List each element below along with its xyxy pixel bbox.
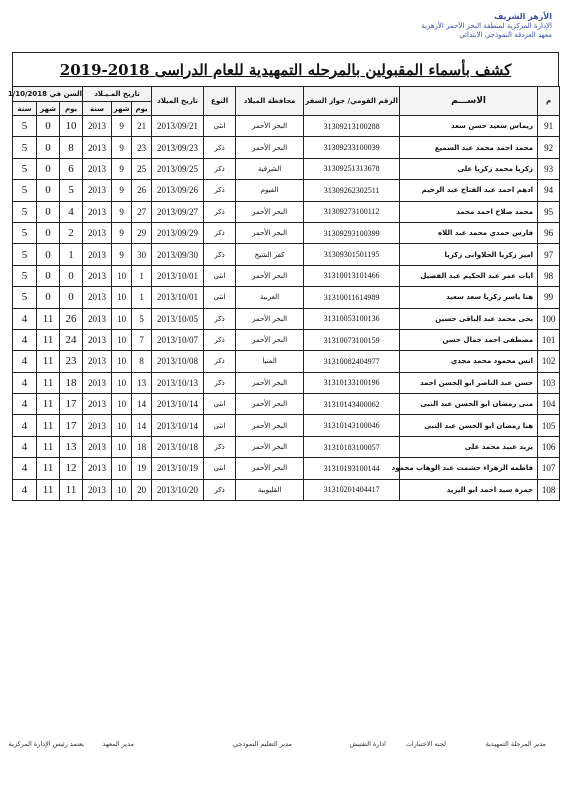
table-row [13,265,560,286]
table-row [13,415,560,436]
cell-birth-date: 2013/10/01 [152,287,204,308]
cell-birth-month: 10 [112,394,132,415]
cell-serial: 97 [538,244,560,265]
cell-birth-date: 2013/10/01 [152,265,204,286]
cell-serial: 99 [538,287,560,308]
cell-birth-year: 2013 [83,372,112,393]
cell-age-month: 11 [37,394,60,415]
cell-age-year: 4 [13,479,37,500]
cell-age-month: 11 [37,308,60,329]
cell-gender: انثى [204,415,236,436]
cell-birth-day: 26 [132,180,152,201]
cell-governorate: البحر الأحمر [236,372,304,393]
cell-governorate: البحر الأحمر [236,436,304,457]
cell-age-day: 10 [60,116,83,137]
cell-name: محمد صلاح احمد محمد [400,201,538,222]
cell-serial: 106 [538,436,560,457]
signature-model-education-director: مدير التعليم النموذجي [233,740,292,748]
cell-serial: 92 [538,137,560,158]
cell-name: يزيد عبيد محمد على [400,436,538,457]
cell-governorate: كفر الشيخ [236,244,304,265]
cell-birth-year: 2013 [83,351,112,372]
cell-gender: ذكر [204,158,236,179]
cell-birth-year: 2013 [83,222,112,243]
table-row [13,329,560,350]
cell-birth-day: 8 [132,351,152,372]
col-birth-group: تاريخ المـيـلاد [83,87,152,102]
cell-birth-date: 2013/10/05 [152,308,204,329]
cell-id: 31310073100159 [304,329,400,350]
cell-birth-date: 2013/09/23 [152,137,204,158]
cell-age-month: 0 [37,244,60,265]
cell-birth-year: 2013 [83,287,112,308]
signature-central-admin-head: يعتمد رئيس الإدارة المركزية [8,740,84,748]
cell-name: فاطمه الزهراء حشمت عبد الوهاب محمود [400,458,538,479]
cell-birth-day: 14 [132,415,152,436]
cell-age-day: 0 [60,287,83,308]
students-table [7,86,560,501]
cell-serial: 105 [538,415,560,436]
cell-gender: انثى [204,265,236,286]
cell-serial: 94 [538,180,560,201]
cell-birth-date: 2013/09/21 [152,116,204,137]
col-serial: م [538,87,560,116]
cell-age-month: 11 [37,351,60,372]
cell-gender: ذكر [204,329,236,350]
col-birth-year: سنة [83,102,112,116]
cell-id: 31310201404417 [304,479,400,500]
cell-serial: 98 [538,265,560,286]
cell-age-year: 5 [13,244,37,265]
col-birth-date: تاريخ الميلاد [152,87,204,116]
cell-governorate: البحر الأحمر [236,458,304,479]
cell-id: 31309301501195 [304,244,400,265]
cell-birth-date: 2013/10/19 [152,458,204,479]
cell-birth-month: 10 [112,265,132,286]
cell-age-day: 18 [60,372,83,393]
cell-name: فارس حمدي محمد عبد اللاه [400,222,538,243]
cell-serial: 96 [538,222,560,243]
cell-name: امير زكريا الحلاوانى زكريا [400,244,538,265]
cell-birth-day: 30 [132,244,152,265]
table-body [13,116,560,501]
cell-age-month: 0 [37,201,60,222]
col-age-year: سنة [13,102,37,116]
table-row [13,351,560,372]
cell-governorate: البحر الأحمر [236,415,304,436]
cell-age-day: 12 [60,458,83,479]
letterhead [312,12,552,41]
cell-governorate: البحر الأحمر [236,329,304,350]
cell-birth-month: 9 [112,180,132,201]
cell-gender: ذكر [204,436,236,457]
cell-birth-month: 9 [112,244,132,265]
cell-name: زكريا محمد زكريا على [400,158,538,179]
cell-birth-date: 2013/10/13 [152,372,204,393]
cell-id: 31310133100196 [304,372,400,393]
col-gender: النوع [204,87,236,116]
cell-birth-day: 1 [132,287,152,308]
cell-age-year: 5 [13,158,37,179]
cell-birth-year: 2013 [83,116,112,137]
cell-governorate: البحر الأحمر [236,116,304,137]
cell-id: 31310183100057 [304,436,400,457]
cell-birth-day: 14 [132,394,152,415]
cell-gender: انثى [204,116,236,137]
cell-birth-year: 2013 [83,158,112,179]
cell-age-year: 4 [13,394,37,415]
cell-birth-day: 29 [132,222,152,243]
table-row [13,458,560,479]
cell-birth-day: 7 [132,329,152,350]
cell-birth-date: 2013/09/30 [152,244,204,265]
cell-serial: 95 [538,201,560,222]
cell-birth-day: 5 [132,308,152,329]
cell-age-year: 5 [13,201,37,222]
cell-birth-month: 10 [112,436,132,457]
cell-birth-day: 23 [132,137,152,158]
cell-birth-date: 2013/09/25 [152,158,204,179]
cell-age-day: 17 [60,415,83,436]
cell-age-month: 0 [37,180,60,201]
cell-birth-day: 27 [132,201,152,222]
cell-age-day: 11 [60,479,83,500]
table-row [13,201,560,222]
cell-birth-day: 1 [132,265,152,286]
cell-governorate: البحر الأحمر [236,222,304,243]
cell-age-month: 11 [37,436,60,457]
cell-birth-date: 2013/09/26 [152,180,204,201]
letterhead-line-1: الأزهر الشريف [493,12,552,21]
table-row [13,158,560,179]
cell-age-day: 0 [60,265,83,286]
cell-birth-date: 2013/10/14 [152,415,204,436]
cell-age-year: 4 [13,372,37,393]
cell-birth-year: 2013 [83,265,112,286]
cell-governorate: البحر الأحمر [236,137,304,158]
col-name: الاســـم [400,87,538,116]
cell-gender: انثى [204,394,236,415]
cell-gender: ذكر [204,201,236,222]
cell-age-month: 11 [37,458,60,479]
cell-id: 31310053100136 [304,308,400,329]
cell-age-month: 11 [37,479,60,500]
cell-gender: ذكر [204,372,236,393]
cell-serial: 107 [538,458,560,479]
cell-birth-day: 18 [132,436,152,457]
cell-serial: 100 [538,308,560,329]
cell-age-day: 24 [60,329,83,350]
cell-id: 31309233100039 [304,137,400,158]
cell-age-month: 11 [37,372,60,393]
cell-gender: ذكر [204,351,236,372]
cell-birth-year: 2013 [83,436,112,457]
cell-id: 31310143400062 [304,394,400,415]
cell-birth-year: 2013 [83,137,112,158]
cell-birth-month: 9 [112,116,132,137]
cell-age-year: 5 [13,265,37,286]
cell-serial: 101 [538,329,560,350]
cell-age-day: 1 [60,244,83,265]
cell-birth-date: 2013/10/07 [152,329,204,350]
cell-birth-day: 13 [132,372,152,393]
cell-age-day: 26 [60,308,83,329]
cell-age-month: 0 [37,116,60,137]
cell-gender: انثى [204,287,236,308]
cell-birth-date: 2013/09/29 [152,222,204,243]
cell-age-day: 5 [60,180,83,201]
cell-birth-day: 20 [132,479,152,500]
table-row [13,308,560,329]
col-birth-day: يوم [132,102,152,116]
col-age-day: يوم [60,102,83,116]
cell-governorate: المنيا [236,351,304,372]
cell-age-day: 13 [60,436,83,457]
col-birth-month: شهر [112,102,132,116]
cell-id: 31310143100046 [304,415,400,436]
cell-birth-month: 10 [112,458,132,479]
cell-governorate: الفيوم [236,180,304,201]
cell-governorate: القليوبية [236,479,304,500]
cell-birth-day: 19 [132,458,152,479]
cell-age-year: 5 [13,222,37,243]
cell-birth-month: 9 [112,158,132,179]
cell-birth-year: 2013 [83,201,112,222]
table-row [13,222,560,243]
cell-id: 31309293100399 [304,222,400,243]
cell-serial: 103 [538,372,560,393]
cell-governorate: الشرقية [236,158,304,179]
signature-stage-director: مدير المرحلة التمهيدية [485,740,546,748]
cell-age-year: 5 [13,180,37,201]
table-row [13,479,560,500]
col-governorate: محافظة الميلاد [236,87,304,116]
cell-age-day: 4 [60,201,83,222]
cell-age-year: 5 [13,116,37,137]
cell-birth-year: 2013 [83,479,112,500]
cell-age-year: 4 [13,436,37,457]
cell-gender: ذكر [204,180,236,201]
cell-birth-month: 10 [112,415,132,436]
cell-name: حسن عبد الناصر ابو الحسن احمد [400,372,538,393]
cell-gender: ذكر [204,308,236,329]
cell-serial: 108 [538,479,560,500]
table-row [13,372,560,393]
cell-birth-month: 10 [112,308,132,329]
table-row [13,137,560,158]
cell-birth-month: 10 [112,372,132,393]
cell-name: مصطفى احمد جمال حسن [400,329,538,350]
col-age-group: السن في 1/10/2018 [13,87,83,102]
cell-birth-year: 2013 [83,180,112,201]
cell-id: 31310011614989 [304,287,400,308]
cell-name: ايات عمر عبد الحكيم عبد الفضيل [400,265,538,286]
cell-id: 31310082404977 [304,351,400,372]
table-row [13,116,560,137]
cell-name: محمد احمد محمد عبد السميع [400,137,538,158]
cell-age-month: 0 [37,222,60,243]
cell-age-day: 6 [60,158,83,179]
cell-governorate: البحر الأحمر [236,308,304,329]
cell-birth-day: 25 [132,158,152,179]
cell-birth-year: 2013 [83,458,112,479]
cell-birth-month: 10 [112,479,132,500]
cell-id: 31310193100144 [304,458,400,479]
cell-serial: 102 [538,351,560,372]
cell-age-year: 4 [13,415,37,436]
cell-governorate: البحر الأحمر [236,201,304,222]
cell-name: منى رمضان ابو الحسن عبد النبى [400,394,538,415]
cell-name: ادهم احمد عبد الفتاح عبد الرحيم [400,180,538,201]
signature-institute-director: مدير المعهد [102,740,134,748]
cell-gender: انثى [204,458,236,479]
table-row [13,287,560,308]
cell-age-day: 2 [60,222,83,243]
cell-birth-month: 9 [112,137,132,158]
document-title: كشف بأسماء المقبولين بالمرحله التمهيدية للعام الدراسى 2018-2019 [59,61,512,79]
cell-birth-year: 2013 [83,394,112,415]
cell-birth-month: 9 [112,222,132,243]
cell-name: يحى محمد عبد الباقى حسين [400,308,538,329]
cell-id: 31309273100112 [304,201,400,222]
cell-age-month: 11 [37,415,60,436]
cell-birth-month: 10 [112,329,132,350]
cell-serial: 93 [538,158,560,179]
cell-governorate: البحر الأحمر [236,265,304,286]
cell-age-day: 17 [60,394,83,415]
cell-birth-year: 2013 [83,415,112,436]
cell-birth-day: 21 [132,116,152,137]
cell-name: حمزة سيد احمد ابو اليزيد [400,479,538,500]
cell-age-year: 5 [13,287,37,308]
signature-footer [8,740,554,754]
cell-birth-month: 10 [112,287,132,308]
cell-age-year: 5 [13,137,37,158]
cell-gender: ذكر [204,137,236,158]
cell-age-month: 0 [37,137,60,158]
cell-birth-year: 2013 [83,308,112,329]
header-row-1 [13,87,560,102]
cell-serial: 104 [538,394,560,415]
cell-age-day: 23 [60,351,83,372]
cell-age-year: 4 [13,458,37,479]
col-id: الرقم القومي/ جواز السفر [304,87,400,116]
col-age-month: شهر [37,102,60,116]
cell-age-year: 4 [13,308,37,329]
cell-serial: 91 [538,116,560,137]
cell-age-year: 4 [13,329,37,350]
signature-exam-committee: لجنه الاختبارات [405,740,446,748]
cell-gender: ذكر [204,222,236,243]
cell-id: 31309213100288 [304,116,400,137]
letterhead-line-2: الإدارة المركزية لمنطقة البحر الأحمر الأزهرية [421,21,552,30]
cell-birth-date: 2013/09/27 [152,201,204,222]
table-row [13,244,560,265]
title-box [12,52,559,87]
cell-birth-month: 10 [112,351,132,372]
table-row [13,436,560,457]
letterhead-line-3: معهد الغردقة النموذجي الابتدائي [459,31,552,39]
cell-governorate: البحر الأحمر [236,394,304,415]
cell-age-month: 0 [37,158,60,179]
cell-age-month: 0 [37,287,60,308]
table-row [13,394,560,415]
cell-name: انس محمود محمد مجدي [400,351,538,372]
cell-gender: ذكر [204,244,236,265]
cell-birth-month: 9 [112,201,132,222]
cell-id: 31310013101466 [304,265,400,286]
cell-birth-date: 2013/10/08 [152,351,204,372]
cell-name: ريماس سعيد حسن سعد [400,116,538,137]
cell-age-day: 8 [60,137,83,158]
cell-birth-date: 2013/10/20 [152,479,204,500]
cell-birth-year: 2013 [83,244,112,265]
signature-inspection: ادارة التفتيش [349,740,386,748]
table-row [13,180,560,201]
cell-gender: ذكر [204,479,236,500]
cell-age-year: 4 [13,351,37,372]
cell-name: هنا رمضان ابو الحسن عبد النبى [400,415,538,436]
cell-name: هنا ياسر زكريا سعد سعيد [400,287,538,308]
cell-birth-year: 2013 [83,329,112,350]
cell-id: 31309251313678 [304,158,400,179]
cell-birth-date: 2013/10/14 [152,394,204,415]
cell-age-month: 11 [37,329,60,350]
cell-id: 31309262302511 [304,180,400,201]
cell-birth-date: 2013/10/18 [152,436,204,457]
cell-governorate: الغربية [236,287,304,308]
cell-age-month: 0 [37,265,60,286]
